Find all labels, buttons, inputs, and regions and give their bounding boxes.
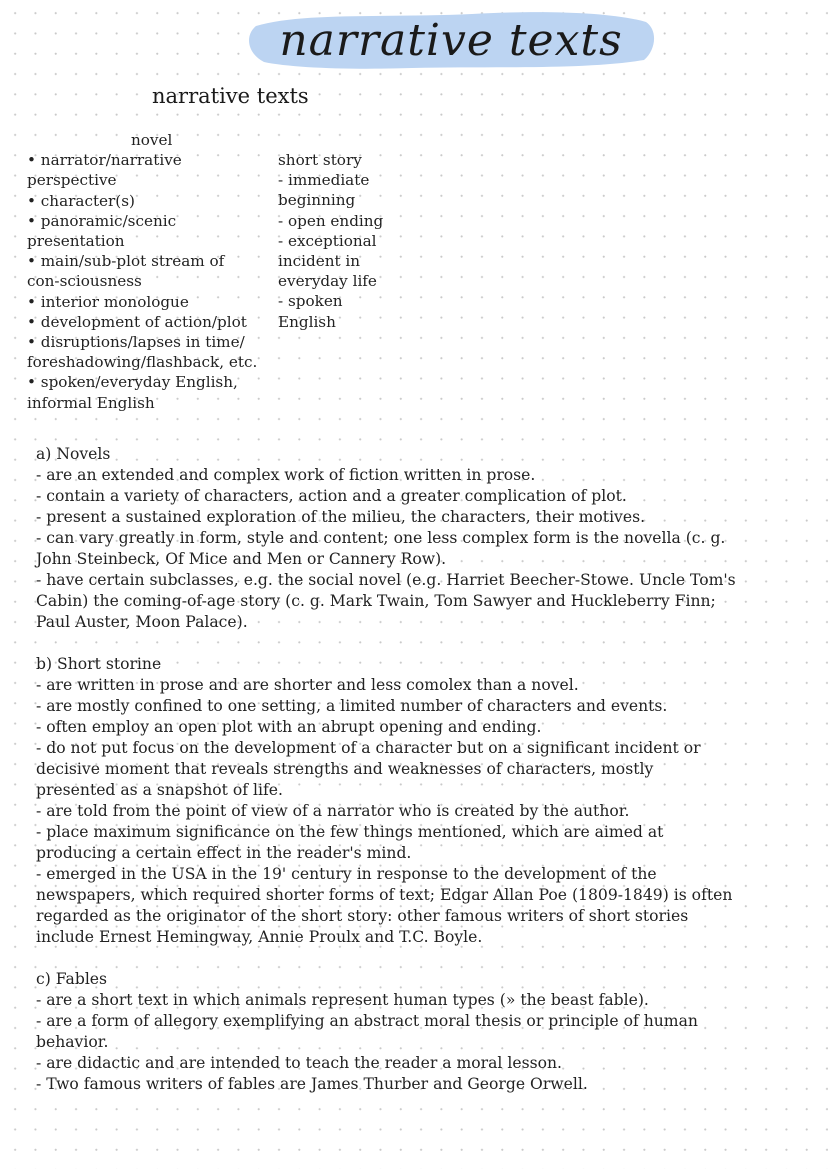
section-line: - are written in prose and are shorter and less comolex than a novel. [36, 676, 579, 694]
section-line: include Ernest Hemingway, Annie Proulx and T.C. Boyle. [36, 928, 483, 946]
page-title: narrative texts [279, 14, 623, 66]
section-line: - present a sustained exploration of the milieu, the characters, their motives. [36, 508, 646, 526]
section-line: - place maximum significance on the few things mentioned, which are aimed at [36, 823, 664, 841]
novel-line: • narrator/narrative [27, 151, 182, 170]
novel-line: • development of action/plot [27, 312, 247, 331]
novel-line: informal English [27, 393, 155, 412]
section-line: - are a short text in which animals represent human types (» the beast fable). [36, 991, 649, 1009]
section-line: - often employ an open plot with an abrupt opening and ending. [36, 718, 542, 736]
section-line: - Two famous writers of fables are James Thurber and George Orwell. [36, 1075, 588, 1093]
section-line: - contain a variety of characters, action and a greater complication of plot. [36, 487, 627, 505]
section-fables [36, 969, 698, 1095]
novel-line: • spoken/everyday English, [27, 373, 238, 392]
page-subtitle: narrative texts [152, 84, 309, 108]
novel-line: • disruptions/lapses in time/ [27, 333, 245, 352]
section-line: John Steinbeck, Of Mice and Men or Cannery Row). [36, 550, 447, 568]
section-short-stories [36, 654, 732, 948]
section-line: - do not put focus on the development of a character but on a significant incident or [36, 739, 701, 757]
novel-line: • panoramic/scenic [27, 211, 177, 230]
novel-column [27, 130, 257, 413]
section-line: - emerged in the USA in the 19' century in response to the development of the [36, 865, 657, 883]
short-story-line: - open ending [278, 211, 384, 230]
section-line: decisive moment that reveals strengths and weaknesses of characters, mostly [36, 760, 654, 778]
section-line: - are mostly confined to one setting, a limited number of characters and events. [36, 697, 668, 715]
novel-line: presentation [27, 232, 125, 251]
short-story-line: - immediate [278, 171, 370, 190]
section-line: Paul Auster, Moon Palace). [36, 613, 248, 631]
section-line: Cabin) the coming-of-age story (c. g. Mark Twain, Tom Sawyer and Huckleberry Finn; [36, 592, 716, 610]
section-line: - can vary greatly in form, style and content; one less complex form is the novella (c. g. [36, 529, 726, 547]
novel-line: • interior monologue [27, 292, 189, 311]
short-story-line: incident in [278, 252, 361, 271]
section-heading: a) Novels [36, 445, 111, 463]
section-line: - have certain subclasses, e.g. the social novel (e.g. Harriet Beecher-Stowe. Uncle Tom's [36, 571, 736, 589]
novel-line: con-sciousness [27, 272, 142, 291]
section-line: - are didactic and are intended to teach the reader a moral lesson. [36, 1054, 562, 1072]
section-line: newspapers, which required shorter forms of text; Edgar Allan Poe (1809-1849) is often [36, 886, 733, 904]
novel-line: perspective [27, 171, 117, 190]
short-story-line: - exceptional [278, 231, 377, 250]
novel-heading: novel [131, 131, 173, 149]
section-line: - are told from the point of view of a narrator who is created by the author. [36, 802, 630, 820]
section-heading: b) Short storine [36, 655, 162, 673]
section-line: producing a certain effect in the reader's mind. [36, 844, 412, 862]
section-novels [36, 444, 736, 633]
short-story-line: - spoken [278, 292, 343, 311]
section-line: presented as a snapshot of life. [36, 781, 283, 799]
novel-line: • main/sub-plot stream of [27, 252, 225, 271]
section-line: - are an extended and complex work of fiction written in prose. [36, 466, 536, 484]
short-story-column [278, 150, 383, 332]
short-story-line: beginning [278, 191, 356, 210]
section-line: - are a form of allegory exemplifying an abstract moral thesis or principle of human [36, 1012, 698, 1030]
short-story-line: everyday life [278, 272, 377, 291]
novel-line: foreshadowing/flashback, etc. [27, 353, 258, 372]
section-heading: c) Fables [36, 970, 108, 988]
short-story-line: English [278, 312, 336, 331]
title-banner [242, 4, 660, 76]
section-line: regarded as the originator of the short story: other famous writers of short stories [36, 907, 689, 925]
short-story-line: short story [278, 151, 362, 169]
novel-line: • character(s) [27, 191, 135, 210]
section-line: behavior. [36, 1033, 109, 1051]
